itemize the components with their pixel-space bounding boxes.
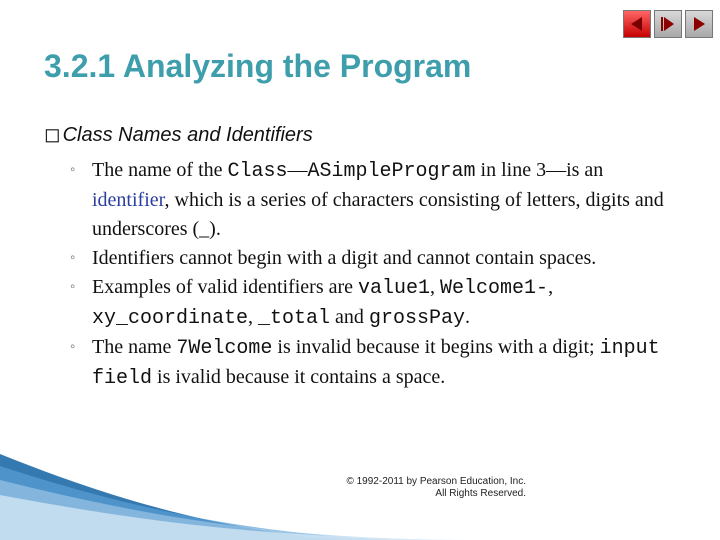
- bullet-text: The name: [92, 336, 177, 358]
- bullet-text: The name of the: [92, 159, 228, 181]
- code-text: value1: [358, 277, 431, 300]
- home-slide-button[interactable]: [654, 10, 682, 38]
- code-text: input field: [92, 337, 660, 390]
- code-text: ASimpleProgram: [307, 160, 476, 183]
- section-heading: [44, 122, 313, 147]
- slide-navigation: [623, 10, 713, 38]
- bullet-item: [70, 156, 680, 244]
- code-text: _total: [258, 307, 331, 330]
- code-text: Welcome1-: [440, 277, 549, 300]
- bullet-text: is ivalid because it contains a space.: [152, 366, 446, 388]
- bullet-text: ,: [248, 306, 259, 328]
- bullet-marker: ◦: [70, 279, 76, 295]
- bullet-text: Identifiers cannot begin with a digit and cannot contain spaces.: [92, 247, 597, 269]
- rights-text: All Rights Reserved.: [435, 488, 526, 499]
- code-text: 7Welcome: [176, 337, 273, 360]
- heading-marker: ◻: [44, 124, 61, 146]
- bullet-text: in line 3—is an: [475, 159, 604, 181]
- code-text: grossPay: [368, 307, 465, 330]
- code-text: Class: [227, 160, 288, 183]
- prev-slide-button[interactable]: [623, 10, 651, 38]
- bullet-list: [70, 156, 680, 393]
- bullet-item: [70, 273, 680, 333]
- next-slide-button[interactable]: [685, 10, 713, 38]
- bullet-text: and: [330, 306, 369, 328]
- next-icon: [690, 15, 708, 33]
- bullet-marker: ◦: [70, 162, 76, 178]
- slide-title: 3.2.1 Analyzing the Program: [44, 48, 472, 84]
- bullet-text: ,: [548, 276, 554, 298]
- bullet-text: ,: [430, 276, 441, 298]
- home-icon: [659, 15, 677, 33]
- copyright-footer: [290, 476, 526, 500]
- prev-icon: [628, 15, 646, 33]
- bullet-text: is invalid because it begins with a digit;: [272, 336, 600, 358]
- bullet-text: , which is a series of characters consisting of letters, digits and underscores (_).: [92, 189, 664, 240]
- bullet-item: [70, 333, 680, 393]
- bullet-text: .: [464, 306, 470, 328]
- bullet-marker: ◦: [70, 339, 76, 355]
- code-text: xy_coordinate: [92, 307, 249, 330]
- copyright-text: © 1992-2011 by Pearson Education, Inc.: [346, 476, 526, 487]
- bullet-item: [70, 244, 680, 273]
- section-heading-text: Class Names and Identifiers: [62, 124, 313, 146]
- bullet-text: Examples of valid identifiers are: [92, 276, 359, 298]
- bullet-text: —: [287, 159, 308, 181]
- identifier-term: identifier: [92, 189, 165, 211]
- bullet-marker: ◦: [70, 250, 76, 266]
